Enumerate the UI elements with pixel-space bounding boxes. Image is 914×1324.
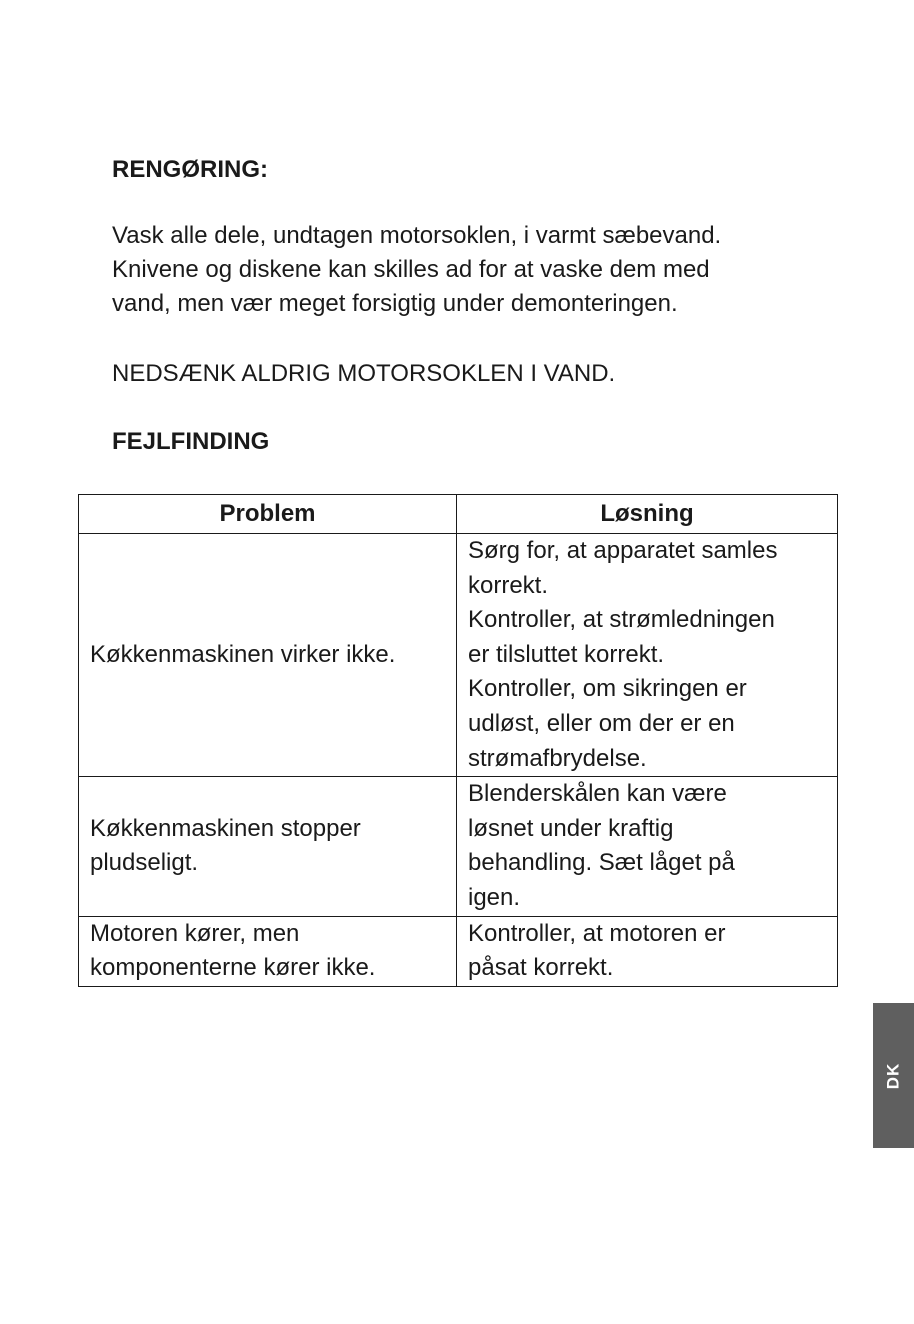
troubleshooting-table — [78, 494, 838, 987]
table-row — [79, 916, 838, 986]
solution-line: strømafbrydelse. — [468, 744, 647, 772]
problem-line: komponenterne kører ikke. — [90, 954, 376, 982]
cleaning-line: Vask alle dele, undtagen motorsoklen, i varmt sæbevand. — [112, 222, 722, 249]
table-row — [79, 777, 838, 916]
solution-line: Blenderskålen kan være — [468, 780, 727, 808]
problem-line: Køkkenmaskinen virker ikke. — [90, 640, 396, 668]
solution-line: Sørg for, at apparatet samles — [468, 537, 778, 564]
cleaning-instructions — [112, 219, 721, 321]
language-tab — [873, 1003, 914, 1148]
troubleshooting-heading: FEJLFINDING — [112, 428, 270, 455]
cleaning-warning: NEDSÆNK ALDRIG MOTORSOKLEN I VAND. — [112, 360, 616, 387]
solution-line: igen. — [468, 883, 521, 911]
solution-line: udløst, eller om der er en — [468, 709, 735, 737]
problem-cell — [79, 777, 457, 916]
cleaning-line: Knivene og diskene kan skilles ad for at vaske dem med — [112, 256, 710, 283]
solution-line: behandling. Sæt låget på — [468, 849, 735, 877]
problem-cell — [79, 534, 457, 777]
column-header-solution: Løsning — [457, 495, 838, 534]
solution-line: er tilsluttet korrekt. — [468, 640, 665, 668]
column-header-problem: Problem — [79, 495, 457, 534]
table-row — [79, 534, 838, 777]
solution-cell — [457, 916, 838, 986]
solution-line: løsnet under kraftig — [468, 814, 674, 842]
problem-cell — [79, 916, 457, 986]
solution-line: Kontroller, at motoren er — [468, 919, 726, 947]
solution-line: påsat korrekt. — [468, 954, 614, 982]
solution-line: Kontroller, at strømledningen — [468, 606, 775, 634]
table-header-row — [79, 495, 838, 534]
problem-line: Køkkenmaskinen stopper — [90, 814, 361, 842]
solution-line: Kontroller, om sikringen er — [468, 675, 747, 703]
language-tab-label: DK — [883, 1062, 903, 1089]
cleaning-heading: RENGØRING: — [112, 156, 268, 183]
solution-line: korrekt. — [468, 571, 549, 599]
problem-line: pludseligt. — [90, 849, 199, 877]
solution-cell — [457, 534, 838, 777]
solution-cell — [457, 777, 838, 916]
problem-line: Motoren kører, men — [90, 919, 300, 947]
cleaning-line: vand, men vær meget forsigtig under demonteringen. — [112, 290, 678, 317]
